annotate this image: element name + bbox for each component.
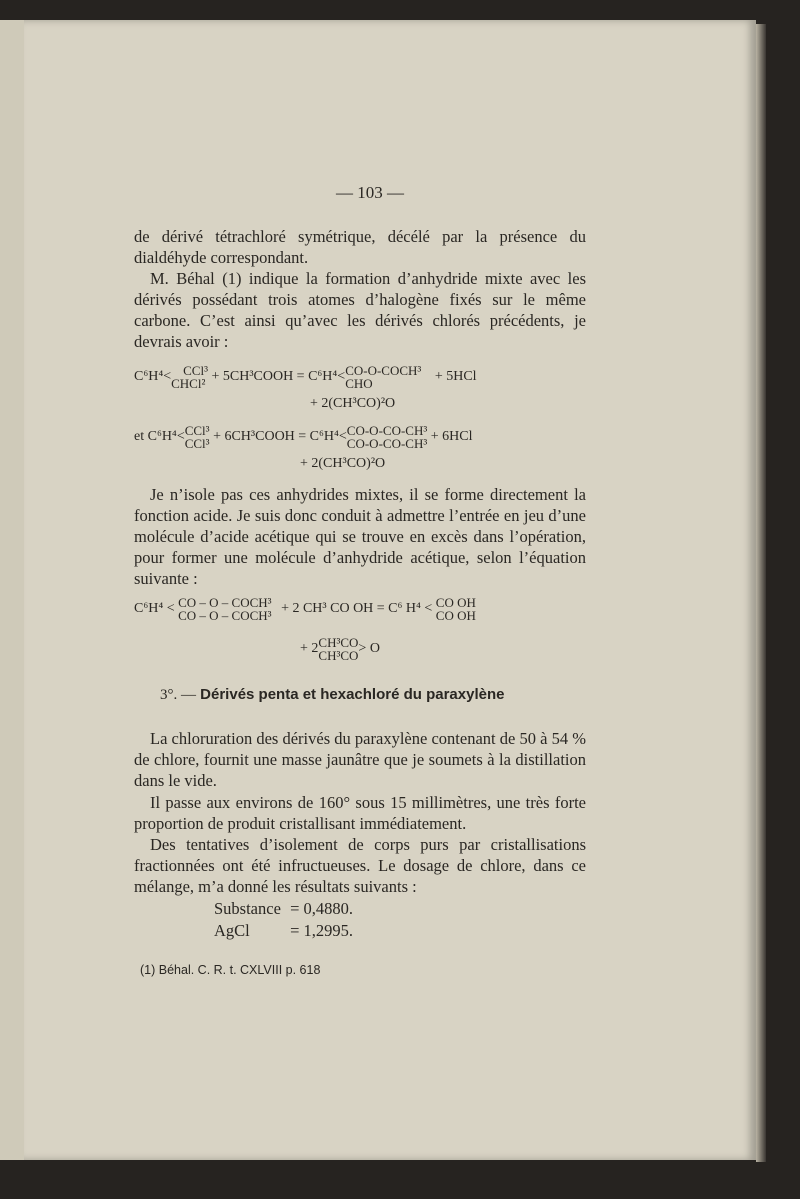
page-edge-shadow <box>756 24 766 1162</box>
paragraph-1: de dérivé tétrachloré symétrique, décélé par la présence du dialdéhyde correspondant. <box>134 227 586 267</box>
paragraph-6: Des tentatives d’isolement de corps purs par cristallisations fractionnées ont été infructueuses. Le dosage de chlore, dans ce mélange, m’a donné les résultats suivants : <box>134 835 586 896</box>
paragraph-4: La chloruration des dérivés du paraxylène contenant de 50 à 54 % de chlore, fournit une masse jaunâtre que je soumets à la distillation dans le vide. <box>134 729 586 790</box>
measurement-row: AgCl = 1,2995. <box>214 921 354 940</box>
equation-2: et C⁶H⁴< CCl³ CCl³ + 6CH³COOH = C⁶H⁴< CO-O-CO-CH³ CO-O-CO-CH³ + 6HCl <box>134 423 473 451</box>
left-page-edge <box>0 20 25 1160</box>
equation-1-line-2: + 2(CH³CO)²O <box>310 396 396 411</box>
paragraph-2: M. Béhal (1) indique la formation d’anhydride mixte avec les dérivés possédant trois atomes d’halogène fixés sur le même carbone. C’est ainsi qu’avec les dérivés chlorés précédents, je devrais avoir : <box>134 269 586 351</box>
equation-3: C⁶H⁴ < CO – O – COCH³ CO – O – COCH³ + 2 CH³ CO OH = C⁶ H⁴ < CO OH CO OH <box>134 595 476 623</box>
measurement-row: Substance = 0,4880. <box>214 899 354 918</box>
footnote: (1) Béhal. C. R. t. CXLVIII p. 618 <box>140 963 321 977</box>
paragraph-5: Il passe aux environs de 160° sous 15 millimètres, une très forte proportion de produit cristallisant immédiatement. <box>134 793 586 833</box>
equation-1: C⁶H⁴< CCl³ CHCl² + 5CH³COOH = C⁶H⁴< CO-O-COCH³ CHO + 5HCl <box>134 363 477 391</box>
equation-3-line-2: + 2 CH³CO CH³CO > O <box>300 635 380 663</box>
section-heading: 3°. — Dérivés penta et hexachloré du paraxylène <box>160 686 505 703</box>
page-number: — 103 — <box>336 183 404 202</box>
paragraph-3: Je n’isole pas ces anhydrides mixtes, il se forme directement la fonction acide. Je suis donc conduit à admettre l’entrée en jeu d’une molécule d’acide acétique qui se trouve en excès dans l’opération, pour former une molécule d’anhydride acétique, selon l’équation suivante : <box>134 485 586 588</box>
equation-2-line-2: + 2(CH³CO)²O <box>300 456 386 471</box>
